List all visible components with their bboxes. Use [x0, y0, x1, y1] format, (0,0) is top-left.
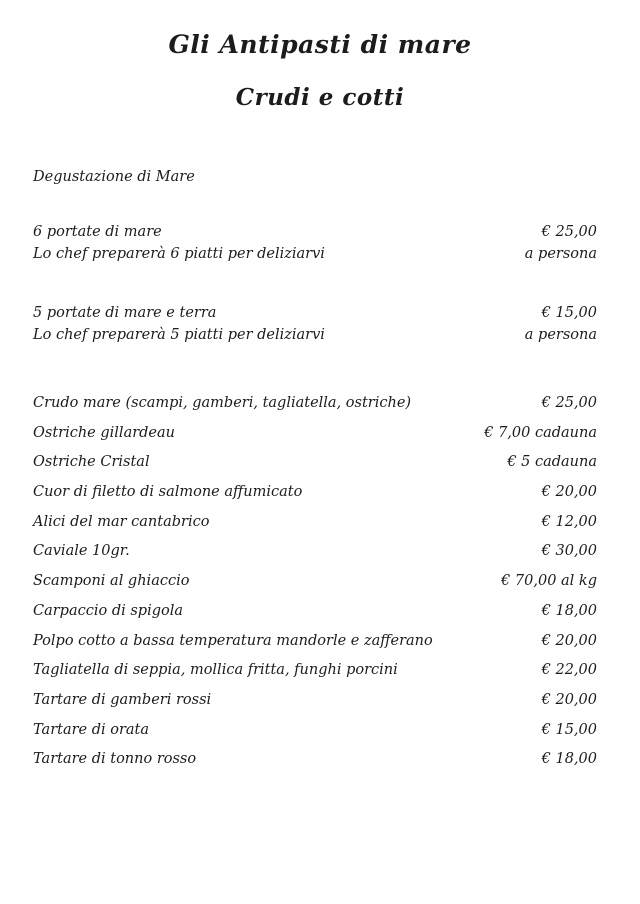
- menu-item-name: Tartare di orata: [33, 721, 150, 738]
- menu-item-row: [33, 395, 597, 425]
- menu-item-name: Tagliatella di seppia, mollica fritta, funghi porcini: [33, 662, 398, 679]
- tasting-menu-item: [33, 221, 597, 265]
- tasting-menu-description: Lo chef preparerà 6 piatti per deliziarvi: [33, 246, 325, 262]
- page-title: Gli Antipasti di mare: [168, 30, 472, 59]
- menu-item-row: [33, 543, 597, 573]
- menu-item-row: [33, 603, 597, 633]
- menu-item-price: € 20,00: [541, 484, 597, 501]
- menu-item-row: [33, 454, 597, 484]
- tasting-menu-price: € 25,00: [541, 224, 597, 240]
- menu-item-price: € 20,00: [541, 632, 597, 649]
- menu-items-list: [33, 395, 597, 781]
- menu-item-price: € 18,00: [541, 602, 597, 619]
- menu-item-name: Tartare di gamberi rossi: [33, 691, 212, 708]
- tasting-menu-line-2: [33, 243, 597, 265]
- menu-item-name: Scamponi al ghiaccio: [33, 573, 190, 590]
- tasting-menu-line-1: [33, 221, 597, 243]
- menu-item-price: € 20,00: [541, 691, 597, 708]
- tasting-menu-name: 6 portate di mare: [33, 224, 162, 240]
- menu-item-row: [33, 692, 597, 722]
- menu-item-row: [33, 633, 597, 663]
- tasting-menu-price: € 15,00: [541, 305, 597, 321]
- tasting-menu-line-1: [33, 302, 597, 324]
- menu-item-name: Polpo cotto a bassa temperatura mandorle e zafferano: [33, 632, 433, 649]
- menu-item-price: € 30,00: [541, 543, 597, 560]
- menu-item-name: Cuor di filetto di salmone affumicato: [33, 484, 303, 501]
- tasting-menu-line-2: [33, 324, 597, 346]
- menu-item-name: Crudo mare (scampi, gamberi, tagliatella, ostriche): [33, 395, 412, 411]
- menu-item-price: € 22,00: [541, 662, 597, 679]
- menu-item-price: € 70,00 al kg: [501, 573, 597, 590]
- menu-item-name: Ostriche gillardeau: [33, 424, 175, 441]
- menu-item-name: Tartare di tonno rosso: [33, 751, 197, 768]
- tasting-menu-description: Lo chef preparerà 5 piatti per deliziarvi: [33, 327, 325, 343]
- menu-item-row: [33, 751, 597, 781]
- tasting-menu-name: 5 portate di mare e terra: [33, 305, 217, 321]
- menu-item-row: [33, 484, 597, 514]
- tasting-menu-price-note: a persona: [524, 246, 597, 262]
- menu-content: [0, 169, 640, 781]
- menu-item-name: Carpaccio di spigola: [33, 602, 183, 619]
- menu-item-name: Alici del mar cantabrico: [33, 513, 210, 530]
- menu-item-price: € 5 cadauna: [507, 454, 597, 471]
- tasting-menu-item: [33, 302, 597, 346]
- tasting-menu-price-note: a persona: [524, 327, 597, 343]
- menu-item-row: [33, 662, 597, 692]
- menu-item-row: [33, 514, 597, 544]
- menu-item-name: Ostriche Cristal: [33, 454, 150, 471]
- menu-item-row: [33, 425, 597, 455]
- menu-item-row: [33, 573, 597, 603]
- menu-item-price: € 15,00: [541, 721, 597, 738]
- menu-item-price: € 12,00: [541, 513, 597, 530]
- page-subtitle: Crudi e cotti: [235, 84, 405, 111]
- menu-item-name: Caviale 10gr.: [33, 543, 130, 560]
- menu-item-price: € 7,00 cadauna: [484, 424, 597, 441]
- menu-item-price: € 25,00: [541, 395, 597, 411]
- menu-item-row: [33, 722, 597, 752]
- menu-item-price: € 18,00: [541, 751, 597, 768]
- section-label: Degustazione di Mare: [33, 169, 195, 185]
